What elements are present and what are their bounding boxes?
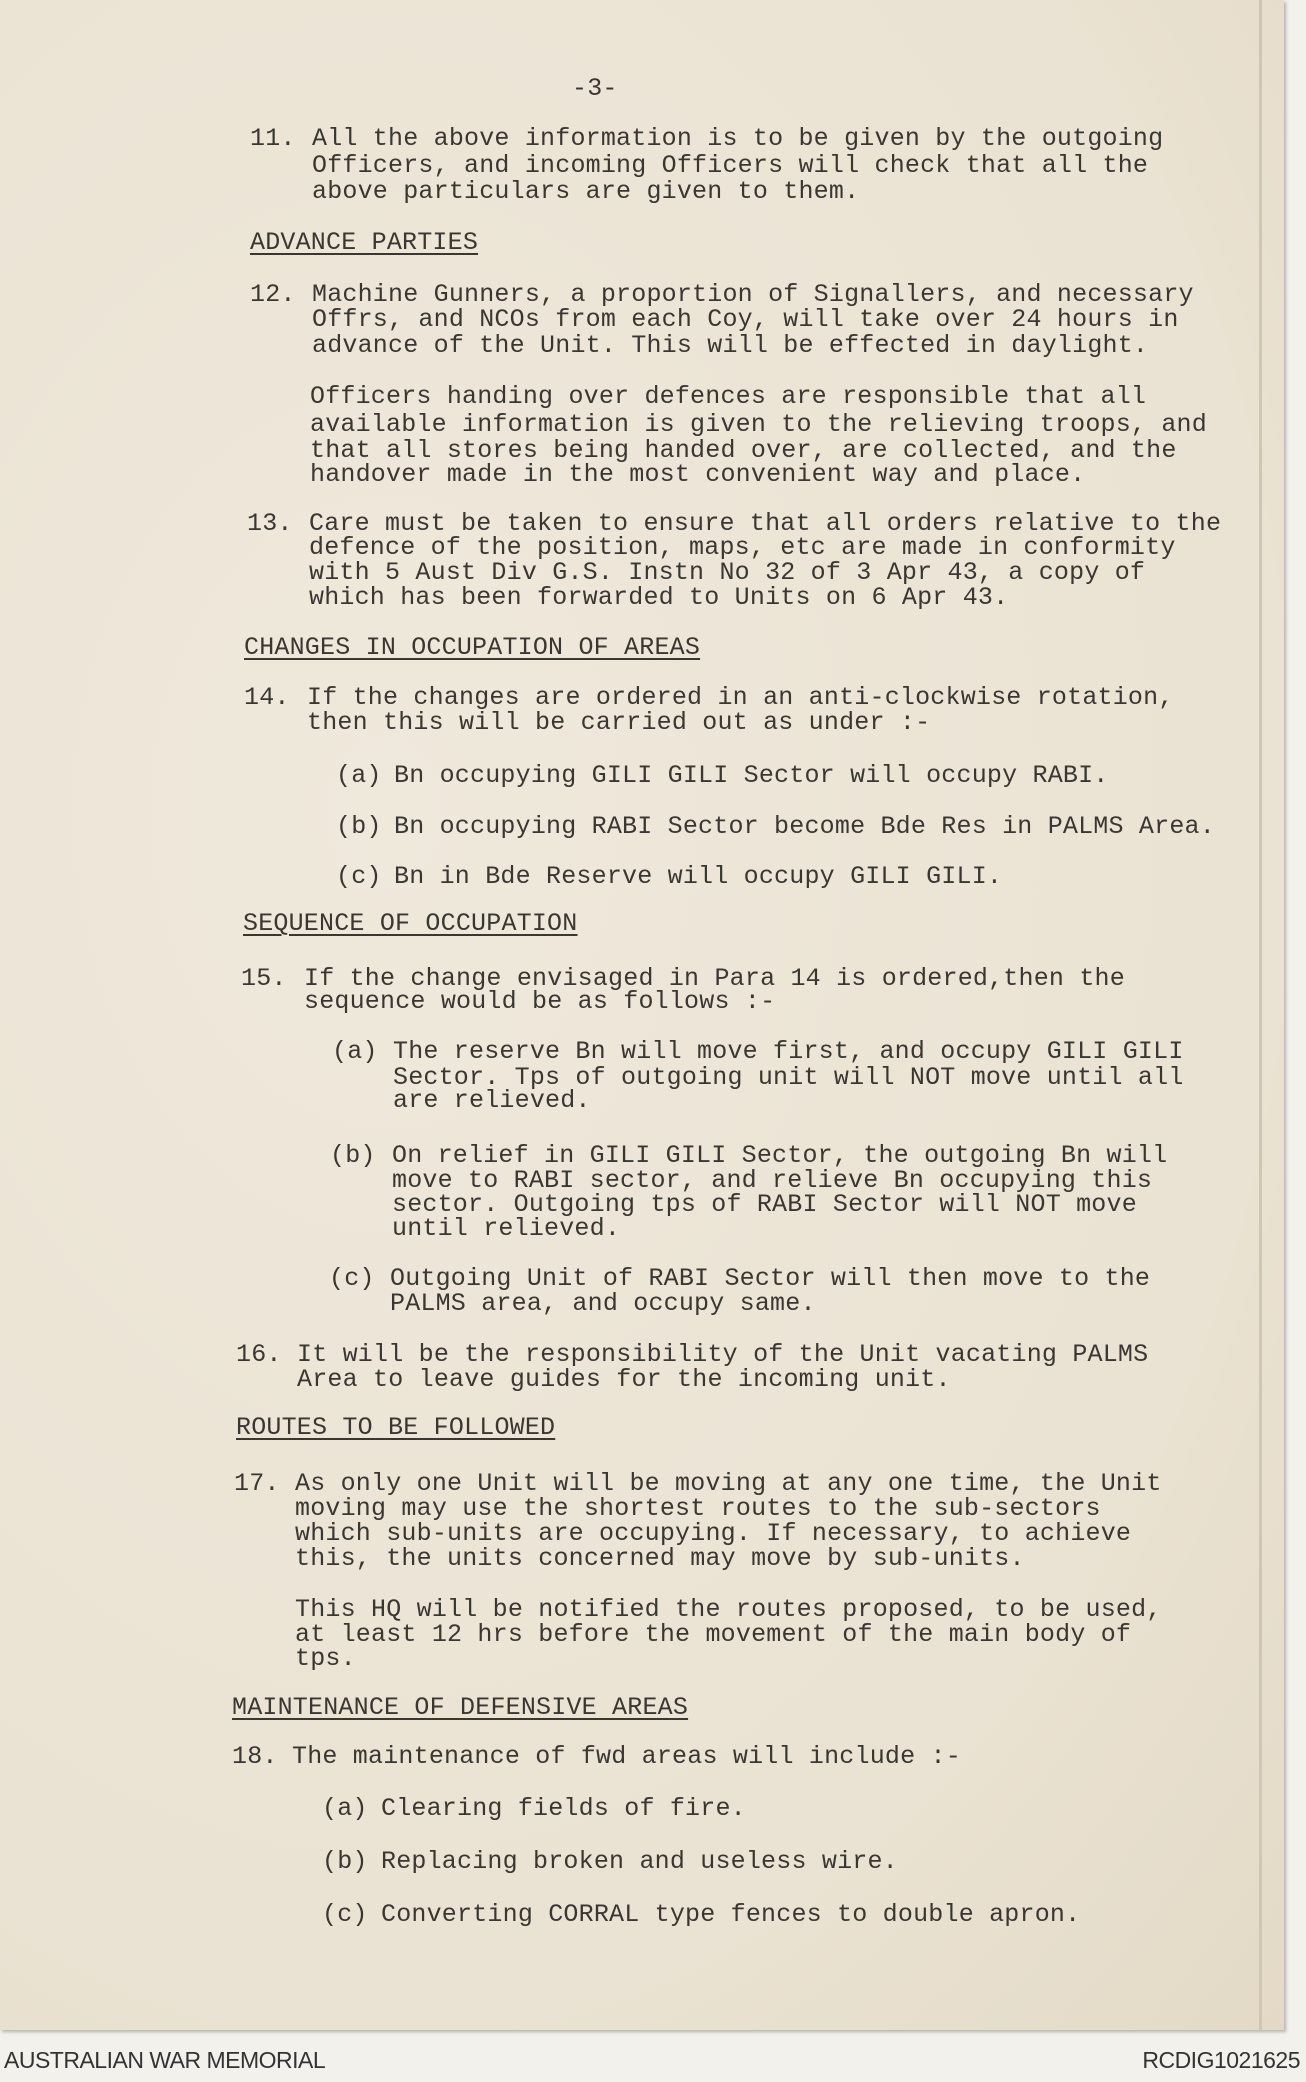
para-12-line: handover made in the most convenient way and place. [310,460,1086,489]
page-number: -3- [572,74,618,103]
para-18a-text: Clearing fields of fire. [381,1794,746,1823]
para-12-number: 12. [250,280,296,309]
footer-institution: AUSTRALIAN WAR MEMORIAL [4,2047,326,2073]
para-15b-label: (b) [330,1141,376,1170]
para-11-line: All the above information is to be given by the outgoing [312,124,1164,153]
para-12-line: that all stores being handed over, are collected, and the [310,436,1177,465]
para-15b-line: sector. Outgoing tps of RABI Sector will NOT move [392,1190,1137,1219]
para-17-line: at least 12 hrs before the movement of the main body of [295,1620,1132,1649]
para-12-line: Machine Gunners, a proportion of Signallers, and necessary [312,280,1194,309]
para-15-line: If the change envisaged in Para 14 is ordered,then the [304,964,1125,993]
para-14a-text: Bn occupying GILI GILI Sector will occupy RABI. [394,761,1109,790]
para-11-number: 11. [250,124,296,153]
para-16-number: 16. [236,1340,282,1369]
para-17-line: which sub-units are occupying. If necessary, to achieve [295,1519,1132,1548]
para-15b-line: On relief in GILI GILI Sector, the outgoing Bn will [392,1141,1168,1170]
para-18c-text: Converting CORRAL type fences to double apron. [381,1900,1081,1929]
para-18-number: 18. [232,1742,278,1771]
para-18-line: The maintenance of fwd areas will include :- [292,1742,961,1771]
page-edge [1259,0,1262,2030]
para-15c-line: PALMS area, and occupy same. [390,1289,816,1318]
para-12-line: Officers handing over defences are responsible that all [310,382,1147,411]
para-15a-line: are relieved. [393,1086,591,1115]
para-16-line: It will be the responsibility of the Unit vacating PALMS [297,1340,1149,1369]
para-14c-label: (c) [336,862,382,891]
footer-record-id: RCDIG1021625 [1142,2047,1300,2073]
para-13-line: defence of the position, maps, etc are made in conformity [309,533,1176,562]
para-15b-line: move to RABI sector, and relieve Bn occupying this [392,1166,1153,1195]
para-15c-line: Outgoing Unit of RABI Sector will then move to the [390,1264,1151,1293]
para-18a-label: (a) [322,1794,368,1823]
para-15a-line: The reserve Bn will move first, and occupy GILI GILI [393,1037,1184,1066]
para-17-number: 17. [234,1469,280,1498]
para-15-number: 15. [241,964,287,993]
para-15-line: sequence would be as follows :- [304,987,776,1016]
para-18b-label: (b) [322,1847,368,1876]
para-17-line: This HQ will be notified the routes proposed, to be used, [295,1595,1162,1624]
para-12-line: advance of the Unit. This will be effected in daylight. [312,331,1149,360]
heading-advance-parties: ADVANCE PARTIES [250,228,479,257]
para-15a-label: (a) [332,1037,378,1066]
heading-maintenance: MAINTENANCE OF DEFENSIVE AREAS [232,1693,689,1722]
para-14b-label: (b) [336,812,382,841]
para-12-line: Offrs, and NCOs from each Coy, will take over 24 hours in [312,305,1179,334]
para-17-line: this, the units concerned may move by sub-units. [295,1544,1025,1573]
para-13-line: which has been forwarded to Units on 6 Apr 43. [309,583,1009,612]
heading-routes: ROUTES TO BE FOLLOWED [236,1413,556,1442]
para-14-line: then this will be carried out as under :- [307,708,931,737]
para-13-line: with 5 Aust Div G.S. Instn No 32 of 3 Apr 43, a copy of [309,558,1146,587]
para-13-number: 13. [247,509,293,538]
para-14b-text: Bn occupying RABI Sector become Bde Res in PALMS Area. [394,812,1215,841]
para-14-number: 14. [244,683,290,712]
para-17-line: As only one Unit will be moving at any one time, the Unit [295,1469,1162,1498]
para-15b-line: until relieved. [392,1214,621,1243]
para-15a-line: Sector. Tps of outgoing unit will NOT move until all [393,1063,1184,1092]
heading-sequence-of-occupation: SEQUENCE OF OCCUPATION [243,909,578,938]
para-14-line: If the changes are ordered in an anti-clockwise rotation, [307,683,1174,712]
para-11-line: Officers, and incoming Officers will check that all the [312,151,1149,180]
para-14c-text: Bn in Bde Reserve will occupy GILI GILI. [394,862,1003,891]
para-18b-text: Replacing broken and useless wire. [381,1847,898,1876]
para-18c-label: (c) [322,1900,368,1929]
para-14a-label: (a) [336,761,382,790]
para-12-line: available information is given to the relieving troops, and [310,410,1207,439]
para-17-line: tps. [295,1644,356,1673]
para-15c-label: (c) [329,1264,375,1293]
para-11-line: above particulars are given to them. [312,177,860,206]
heading-changes-in-occupation: CHANGES IN OCCUPATION OF AREAS [244,633,701,662]
para-17-line: moving may use the shortest routes to the sub-sectors [295,1494,1101,1523]
para-13-line: Care must be taken to ensure that all orders relative to the [309,509,1222,538]
para-16-line: Area to leave guides for the incoming unit. [297,1365,951,1394]
